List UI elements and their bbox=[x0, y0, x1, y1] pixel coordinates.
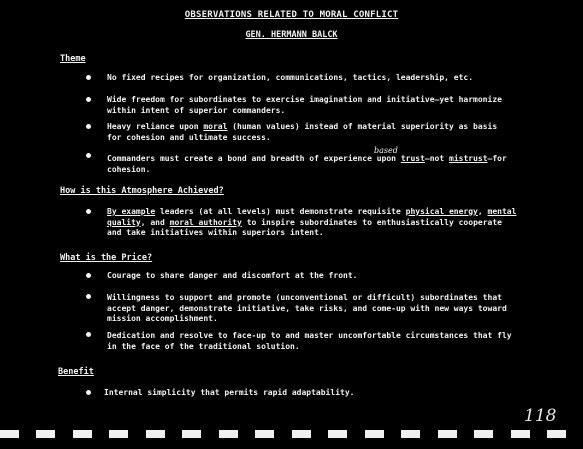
benefit-item-1: Internal simplicity that permits rapid adaptability. bbox=[104, 388, 355, 397]
page-subtitle: GEN. HERMANN BALCK bbox=[245, 30, 338, 40]
atmosphere-underlined-4: moral authority bbox=[169, 217, 242, 227]
section-heading-theme: Theme bbox=[60, 54, 86, 64]
theme-item-4-text-b: —for cohesion. bbox=[107, 154, 507, 174]
section-heading-price: What is the Price? bbox=[60, 253, 153, 263]
theme-item-3-underlined: moral bbox=[203, 122, 228, 131]
page-title: OBSERVATIONS RELATED TO MORAL CONFLICT bbox=[184, 10, 399, 20]
atmosphere-text-a: leaders (at all levels) must demonstrate requisite bbox=[155, 207, 406, 216]
price-item-2: Willingness to support and promote (unconventional or difficult) subordinates that accept danger, demonstrate initiative, take risks, and come-up with new ways toward mission accomplishment. bbox=[107, 293, 507, 323]
bullet-icon bbox=[86, 273, 91, 278]
theme-item-4-underlined-1: trust bbox=[400, 154, 425, 163]
atmosphere-text-c: , and bbox=[140, 217, 170, 227]
atmosphere-item bbox=[107, 207, 517, 239]
price-item-1: Courage to share danger and discomfort at the front. bbox=[107, 271, 358, 280]
bullet-icon bbox=[86, 124, 91, 129]
atmosphere-text-d: to inspire subordinates to enthusiastically cooperate and take initiatives within superiors intent. bbox=[107, 217, 502, 237]
atmosphere-text-b: , bbox=[477, 207, 488, 216]
theme-item-4-underlined-2: mistrust bbox=[449, 154, 488, 163]
theme-item-4-text-a: Commanders must create a bond and breadth of experience upon bbox=[107, 154, 401, 163]
theme-item-4 bbox=[107, 154, 522, 175]
atmosphere-underlined-3: mental quality bbox=[107, 207, 517, 227]
section-heading-atmosphere: How is this Atmosphere Achieved? bbox=[60, 186, 224, 196]
handwritten-insert: based bbox=[374, 146, 398, 155]
bullet-icon bbox=[86, 390, 91, 395]
bullet-icon bbox=[86, 97, 91, 102]
theme-item-3-text-b: (human values) instead of material superiority as basis for cohesion and ultimate success. bbox=[107, 122, 498, 142]
price-item-3: Dedication and resolve to face-up to and master uncomfortable circumstances that fly in the face of the traditional solution. bbox=[107, 331, 512, 351]
theme-item-3-text-a: Heavy reliance upon bbox=[107, 122, 204, 131]
page-number: 118 bbox=[524, 406, 557, 426]
bullet-icon bbox=[86, 209, 91, 214]
bullet-icon bbox=[86, 332, 91, 337]
section-heading-benefit: Benefit bbox=[58, 367, 94, 377]
bullet-icon bbox=[86, 75, 91, 80]
theme-item-3 bbox=[107, 122, 512, 143]
theme-item-1: No fixed recipes for organization, communications, tactics, leadership, etc. bbox=[107, 73, 474, 82]
bullet-icon bbox=[86, 294, 91, 299]
theme-item-4-text-m: —not bbox=[424, 154, 449, 163]
film-strip bbox=[0, 430, 583, 440]
atmosphere-underlined-2: physical energy bbox=[405, 207, 478, 216]
atmosphere-underlined-1: By example bbox=[107, 207, 156, 216]
theme-item-2: Wide freedom for subordinates to exercise imagination and initiative—yet harmonize within intent of superior commanders. bbox=[107, 95, 502, 115]
bullet-icon bbox=[86, 153, 91, 158]
